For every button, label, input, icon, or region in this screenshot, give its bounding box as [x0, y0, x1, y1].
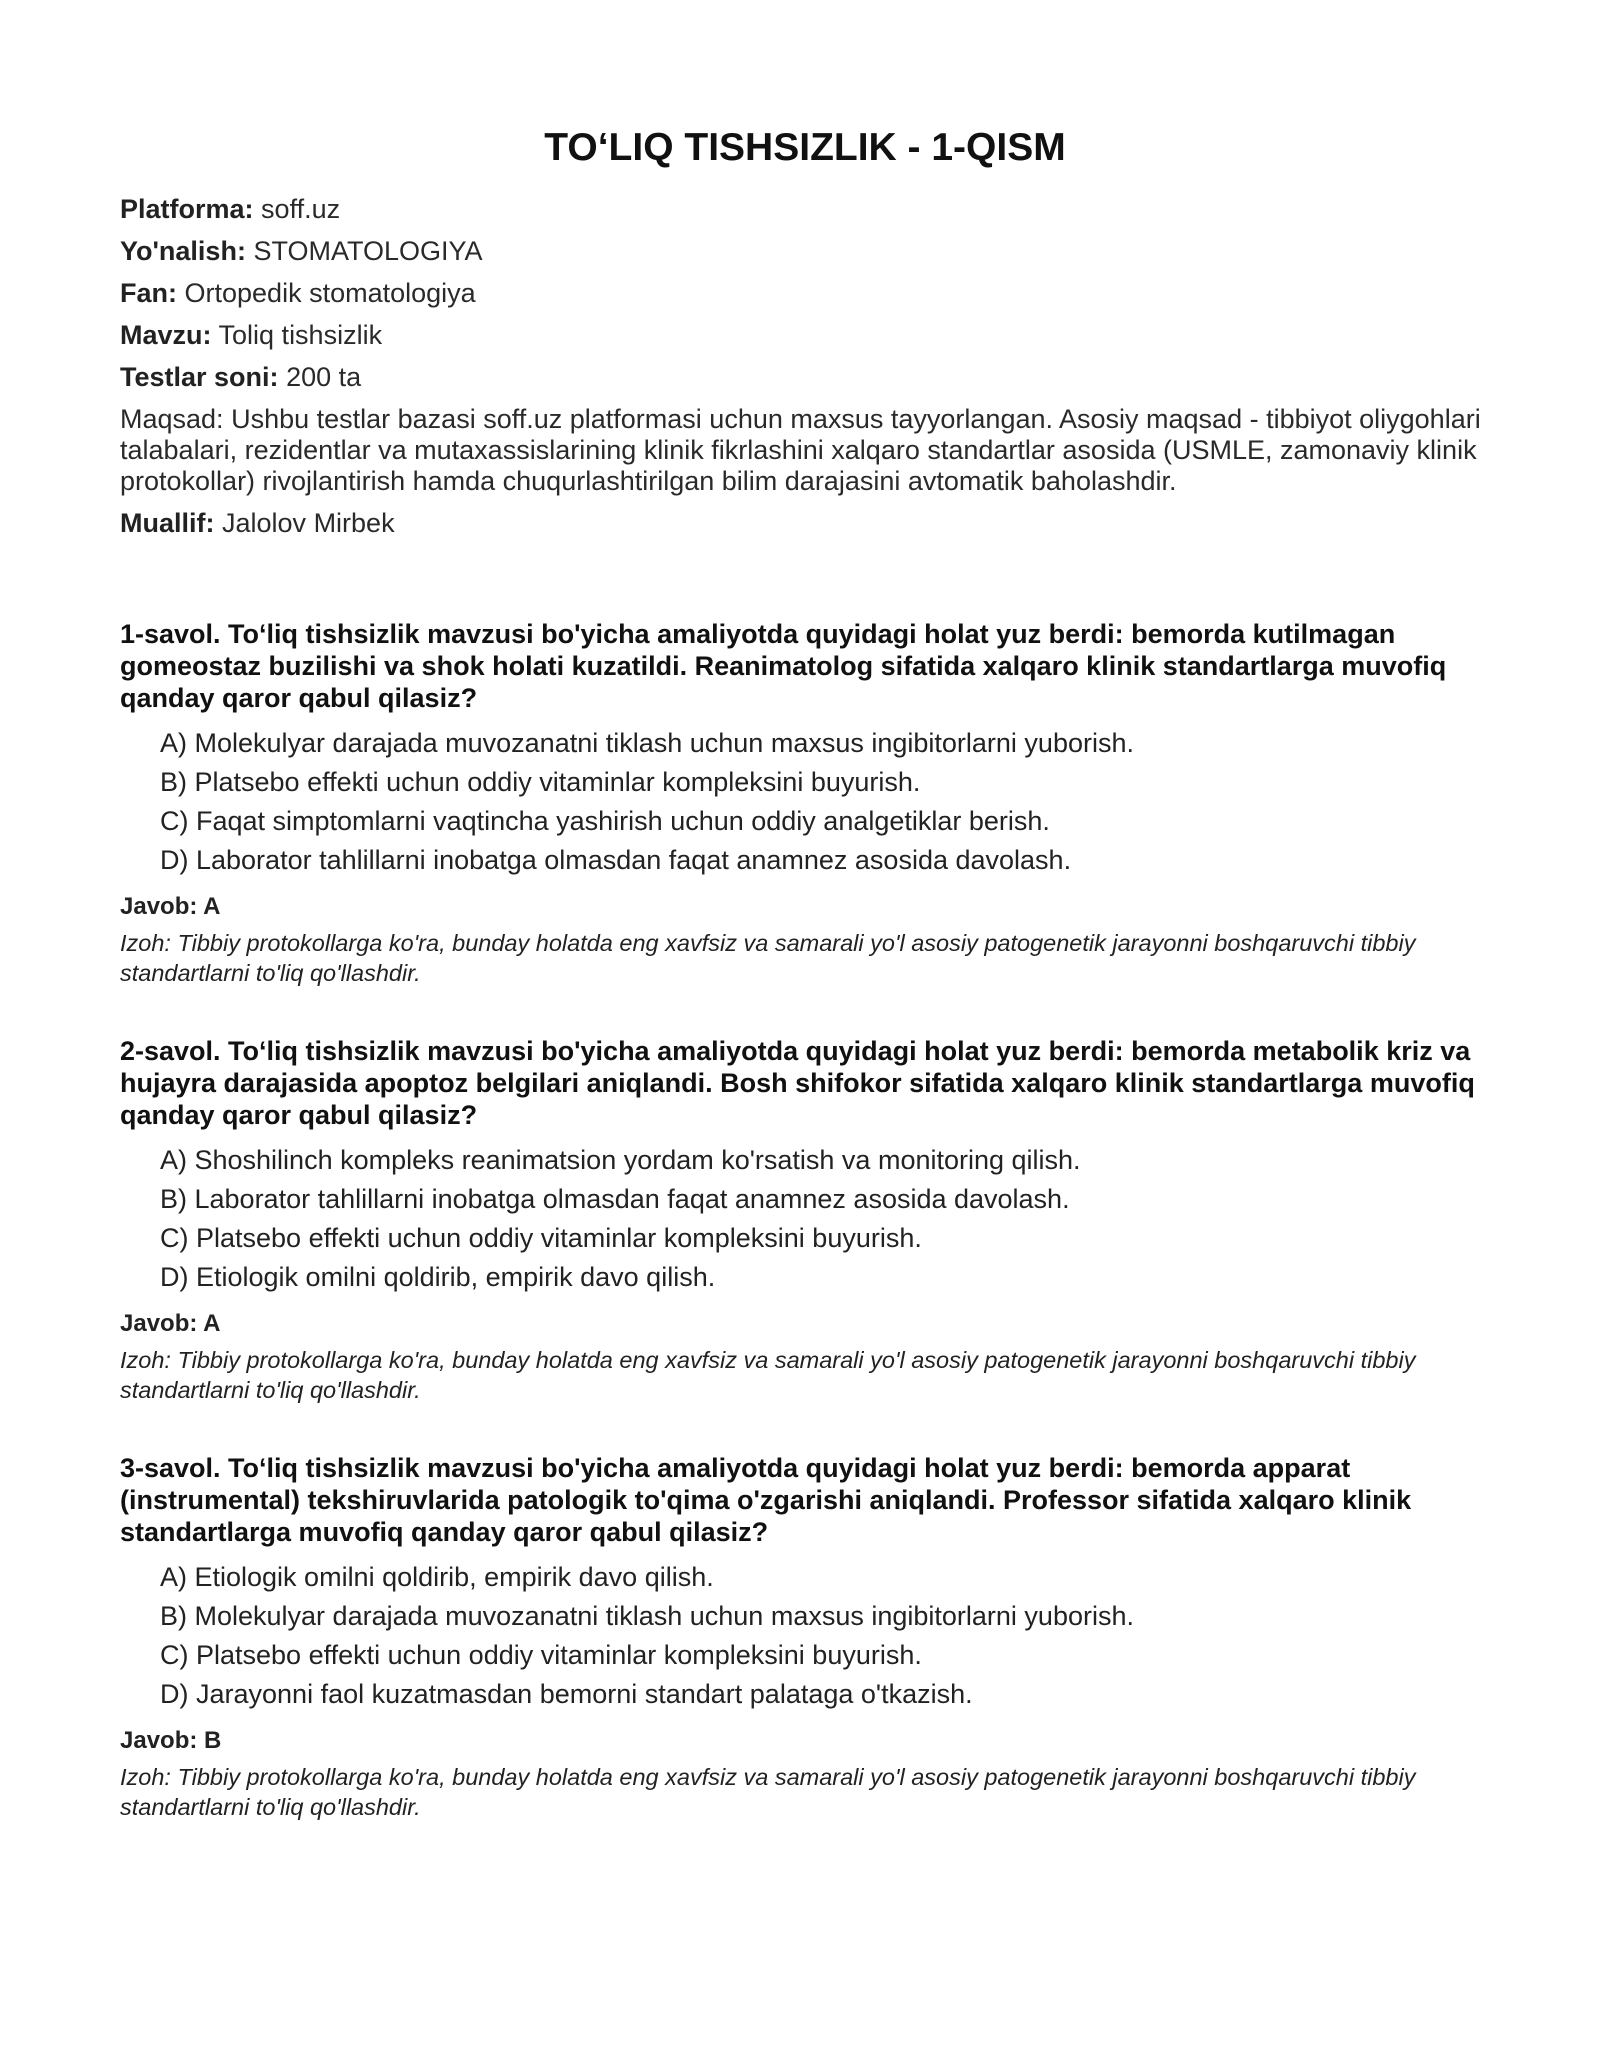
meta-subject-value: Ortopedik stomatologiya	[184, 278, 476, 308]
meta-author-label: Muallif:	[120, 508, 215, 538]
option-a: A) Shoshilinch kompleks reanimatsion yordam ko'rsatish va monitoring qilish.	[160, 1145, 1081, 1175]
meta-platform	[120, 194, 1490, 225]
question-2	[120, 1035, 1490, 1405]
question-text: 2-savol. To‘liq tishsizlik mavzusi bo'yicha amaliyotda quyidagi holat yuz berdi: bemorda metabolik kriz va hujayra darajasida apoptoz belgilari aniqlandi. Bosh shifokor sifatida xalqaro klinik standartlarga muvofiq qanday qaror qabul qilasiz?	[120, 1036, 1475, 1130]
meta-count-label: Testlar soni:	[120, 362, 279, 392]
option-a: A) Molekulyar darajada muvozanatni tiklash uchun maxsus ingibitorlarni yuborish.	[160, 728, 1134, 758]
option-a: A) Etiologik omilni qoldirib, empirik davo qilish.	[160, 1562, 714, 1592]
question-text: 3-savol. To‘liq tishsizlik mavzusi bo'yicha amaliyotda quyidagi holat yuz berdi: bemorda apparat (instrumental) tekshiruvlarida patologik to'qima o'zgarishi aniqlandi. Professor sifatida xalqaro klinik standartlarga muvofiq qanday qaror qabul qilasiz?	[120, 1453, 1412, 1547]
document-title: TO‘LIQ TISHSIZLIK - 1-QISM	[544, 126, 1066, 169]
meta-direction-value: STOMATOLOGIYA	[253, 236, 483, 266]
question-3	[120, 1452, 1490, 1822]
option-d: D) Etiologik omilni qoldirib, empirik davo qilish.	[160, 1262, 716, 1292]
answer: Javob: A	[120, 893, 221, 920]
question-text: 1-savol. To‘liq tishsizlik mavzusi bo'yicha amaliyotda quyidagi holat yuz berdi: bemorda kutilmagan gomeostaz buzilishi va shok holati kuzatildi. Reanimatolog sifatida xalqaro klinik standartlarga muvofiq qanday qaror qabul qilasiz?	[120, 619, 1447, 713]
option-c: C) Platsebo effekti uchun oddiy vitaminlar kompleksini buyurish.	[160, 1640, 922, 1670]
option-d: D) Laborator tahlillarni inobatga olmasdan faqat anamnez asosida davolash.	[160, 845, 1072, 875]
explanation: Izoh: Tibbiy protokollarga ko'ra, bunday holatda eng xavfsiz va samarali yo'l asosiy patogenetik jarayonni boshqaruvchi tibbiy standartlarni to'liq qo'llashdir.	[120, 1347, 1416, 1403]
answer: Javob: A	[120, 1310, 221, 1337]
meta-subject	[120, 278, 1490, 309]
question-1	[120, 618, 1490, 988]
explanation: Izoh: Tibbiy protokollarga ko'ra, bunday holatda eng xavfsiz va samarali yo'l asosiy patogenetik jarayonni boshqaruvchi tibbiy standartlarni to'liq qo'llashdir.	[120, 930, 1416, 986]
meta-count-value: 200 ta	[286, 362, 362, 392]
meta-goal-label: Maqsad:	[120, 404, 224, 434]
option-d: D) Jarayonni faol kuzatmasdan bemorni standart palataga o'tkazish.	[160, 1679, 973, 1709]
meta-subject-label: Fan:	[120, 278, 177, 308]
document-page	[120, 0, 1490, 1869]
question-list	[120, 618, 1490, 1822]
meta-author-value: Jalolov Mirbek	[222, 508, 395, 538]
meta-topic-label: Mavzu:	[120, 320, 212, 350]
explanation: Izoh: Tibbiy protokollarga ko'ra, bunday holatda eng xavfsiz va samarali yo'l asosiy patogenetik jarayonni boshqaruvchi tibbiy standartlarni to'liq qo'llashdir.	[120, 1764, 1416, 1820]
option-b: B) Laborator tahlillarni inobatga olmasdan faqat anamnez asosida davolash.	[160, 1184, 1070, 1214]
meta-goal-value: Ushbu testlar bazasi soff.uz platformasi uchun maxsus tayyorlangan. Asosiy maqsad - tibbiyot oliygohlari talabalari, rezidentlar va mutaxassislarining klinik fikrlashini xalqaro standartlar asosida (USMLE, zamonaviy klinik protokollar) rivojlantirish hamda chuqurlashtirilgan bilim darajasini avtomatik baholashdir.	[120, 404, 1481, 496]
meta-count	[120, 362, 1490, 393]
meta-author	[120, 508, 1490, 539]
meta-goal	[120, 404, 1490, 497]
document-meta	[120, 194, 1490, 539]
meta-topic	[120, 320, 1490, 351]
meta-direction-label: Yo'nalish:	[120, 236, 246, 266]
meta-platform-label: Platforma:	[120, 194, 254, 224]
option-b: B) Platsebo effekti uchun oddiy vitaminlar kompleksini buyurish.	[160, 767, 921, 797]
option-c: C) Faqat simptomlarni vaqtincha yashirish uchun oddiy analgetiklar berish.	[160, 806, 1050, 836]
meta-topic-value: Toliq tishsizlik	[218, 320, 383, 350]
option-b: B) Molekulyar darajada muvozanatni tiklash uchun maxsus ingibitorlarni yuborish.	[160, 1601, 1134, 1631]
answer: Javob: B	[120, 1727, 222, 1754]
option-c: C) Platsebo effekti uchun oddiy vitaminlar kompleksini buyurish.	[160, 1223, 922, 1253]
meta-platform-value: soff.uz	[261, 194, 341, 224]
meta-direction	[120, 236, 1490, 267]
